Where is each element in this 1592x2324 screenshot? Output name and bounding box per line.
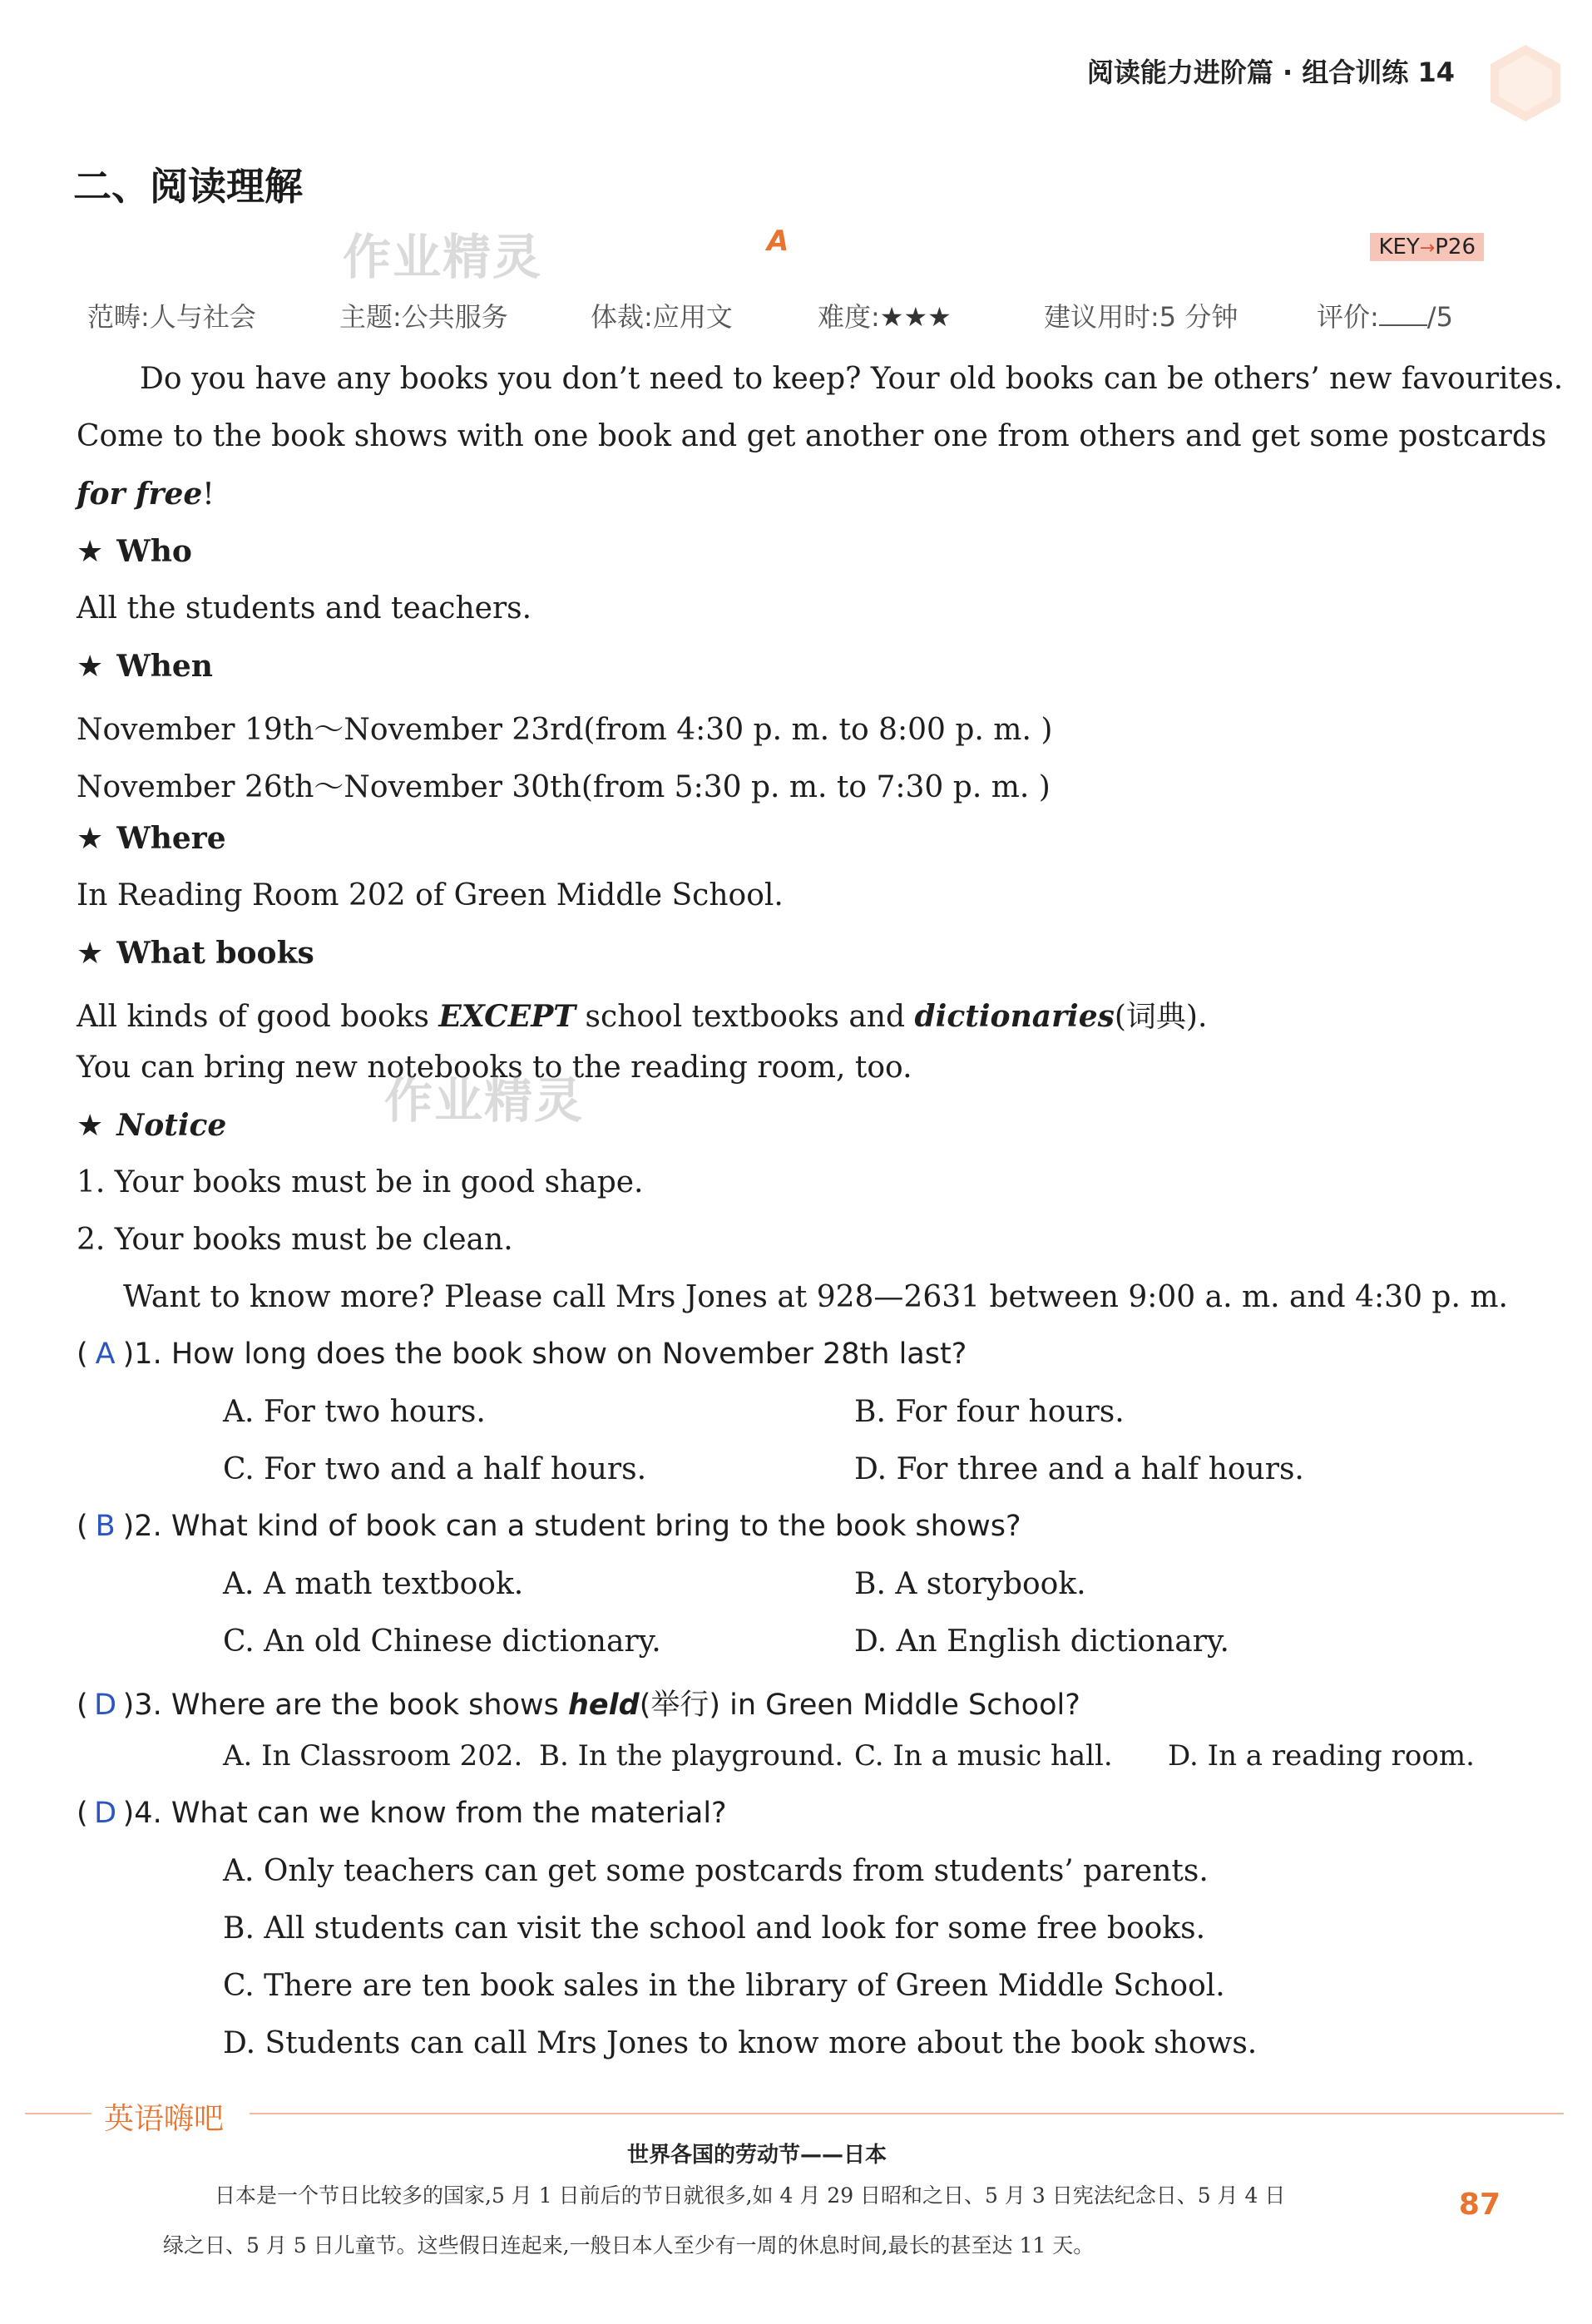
question-3-stem-a: )3. Where are the book shows — [122, 1689, 568, 1722]
option-2a: A. A math textbook. — [223, 1567, 524, 1601]
meta-difficulty — [818, 296, 952, 334]
question-3 — [77, 1682, 1080, 1723]
footer-divider-right — [250, 2113, 1564, 2114]
question-2 — [77, 1510, 1021, 1543]
when-line-1: November 19th～November 23rd(from 4:30 p. m. to 8:00 p. m. ) — [77, 713, 1053, 747]
question-2-stem: )2. What kind of book can a student bring to the book shows? — [122, 1510, 1021, 1543]
question-3-stem-c: (举行) in Green Middle School? — [639, 1689, 1080, 1722]
answer-key-badge — [1370, 233, 1484, 261]
option-3a: A. In Classroom 202. — [223, 1739, 523, 1773]
difficulty-label: 难度: — [818, 301, 880, 333]
star-icon: ★ — [77, 1109, 104, 1143]
notice-2: 2. Your books must be clean. — [77, 1223, 513, 1257]
option-2d: D. An English dictionary. — [854, 1624, 1229, 1659]
heading-what-books-text: What books — [116, 936, 314, 971]
score-total: /5 — [1426, 301, 1453, 333]
heading-who-text: Who — [116, 534, 192, 569]
books-text-e: (词典). — [1114, 1000, 1208, 1034]
option-3c: C. In a music hall. — [854, 1739, 1113, 1773]
option-4d: D. Students can call Mrs Jones to know more about the book shows. — [223, 2026, 1258, 2060]
arrow-right-icon: → — [1419, 238, 1436, 259]
footer-title: 世界各国的劳动节——日本 — [627, 2143, 887, 2168]
star-icon: ★ — [77, 822, 104, 856]
meta-time: 建议用时:5 分钟 — [1044, 301, 1238, 333]
where-text: In Reading Room 202 of Green Middle School. — [77, 878, 784, 912]
footer-label: 英语嗨吧 — [104, 2102, 225, 2136]
heading-what-books — [77, 936, 314, 971]
answer-1[interactable]: A — [95, 1338, 116, 1371]
hexagon-decoration-icon — [1484, 42, 1567, 125]
question-1-stem: )1. How long does the book show on November 28th last? — [122, 1338, 967, 1371]
option-1b: B. For four hours. — [854, 1395, 1125, 1429]
heading-who — [77, 534, 192, 569]
option-3d: D. In a reading room. — [1168, 1739, 1475, 1773]
difficulty-stars: ★★★ — [879, 301, 952, 333]
option-2b: B. A storybook. — [854, 1567, 1086, 1601]
answer-3[interactable]: D — [94, 1689, 117, 1722]
notice-1: 1. Your books must be in good shape. — [77, 1165, 644, 1199]
passage-intro-2: Come to the book shows with one book and get another one from others and get some postcards — [77, 419, 1547, 453]
page-header-title: 阅读能力进阶篇 · 组合训练 14 — [1086, 57, 1455, 88]
books-text-c: school textbooks and — [576, 1000, 915, 1034]
open-paren: ( — [77, 1510, 88, 1543]
footer-text-2: 绿之日、5 月 5 日儿童节。这些假日连起来,一般日本人至少有一周的休息时间,最长的甚至达 11 天。 — [163, 2233, 1095, 2257]
option-3b: B. In the playground. — [539, 1739, 844, 1773]
footer-divider-left — [25, 2113, 91, 2114]
when-line-2: November 26th～November 30th(from 5:30 p. m. to 7:30 p. m. ) — [77, 770, 1051, 804]
option-2c: C. An old Chinese dictionary. — [223, 1624, 661, 1659]
books-line-2: You can bring new notebooks to the reading room, too. — [77, 1051, 912, 1085]
books-line-1 — [77, 993, 1207, 1036]
dictionaries-emphasis: dictionaries — [914, 999, 1115, 1034]
section-title: 二、阅读理解 — [73, 164, 303, 209]
heading-notice — [77, 1108, 226, 1143]
star-icon: ★ — [77, 937, 104, 971]
who-text: All the students and teachers. — [77, 591, 532, 626]
meta-genre: 体裁:应用文 — [591, 301, 733, 333]
question-4-stem: )4. What can we know from the material? — [122, 1797, 727, 1830]
footer-text-1: 日本是一个节日比较多的国家,5 月 1 日前后的节日就很多,如 4 月 29 日昭和之日、5 月 3 日宪法纪念日、5 月 4 日 — [215, 2183, 1286, 2208]
score-blank[interactable] — [1379, 303, 1427, 326]
for-free-emphasis: for free — [77, 477, 203, 512]
held-emphasis: held — [567, 1689, 640, 1722]
answer-4[interactable]: D — [94, 1797, 117, 1830]
passage-intro-3 — [77, 477, 215, 512]
option-1d: D. For three and a half hours. — [854, 1452, 1304, 1486]
question-4 — [77, 1797, 727, 1830]
heading-where-text: Where — [116, 821, 226, 856]
meta-category: 范畴:人与社会 — [87, 301, 256, 333]
option-4b: B. All students can visit the school and look for some free books. — [223, 1911, 1206, 1946]
option-4c: C. There are ten book sales in the library of Green Middle School. — [223, 1969, 1225, 2003]
watermark: 作业精灵 — [343, 229, 543, 285]
heading-when-text: When — [116, 649, 213, 684]
heading-when — [77, 649, 213, 684]
star-icon: ★ — [77, 650, 104, 684]
option-4a: A. Only teachers can get some postcards from students’ parents. — [223, 1854, 1209, 1888]
heading-notice-text: Notice — [116, 1108, 227, 1143]
key-label: KEY — [1378, 235, 1420, 260]
meta-score — [1317, 296, 1453, 334]
key-page: P26 — [1435, 235, 1476, 260]
part-label: A — [767, 225, 789, 258]
star-icon: ★ — [77, 535, 104, 569]
page-number: 87 — [1458, 2188, 1501, 2222]
score-label: 评价: — [1317, 301, 1379, 333]
open-paren: ( — [77, 1689, 88, 1722]
heading-where — [77, 821, 226, 856]
question-1 — [77, 1338, 967, 1371]
passage-intro-1: Do you have any books you don’t need to keep? Your old books can be others’ new favourites. — [140, 362, 1564, 396]
option-1a: A. For two hours. — [223, 1395, 486, 1429]
open-paren: ( — [77, 1797, 88, 1830]
open-paren: ( — [77, 1338, 88, 1371]
watermark: 作业精灵 — [384, 1072, 585, 1129]
option-1c: C. For two and a half hours. — [223, 1452, 647, 1486]
meta-theme: 主题:公共服务 — [339, 301, 508, 333]
intro-end-punct: ! — [202, 477, 215, 512]
answer-2[interactable]: B — [95, 1510, 116, 1543]
books-text-a: All kinds of good books — [77, 1000, 439, 1034]
except-emphasis: EXCEPT — [438, 999, 576, 1034]
contact-info: Want to know more? Please call Mrs Jones at 928—2631 between 9:00 a. m. and 4:30 p. m. — [123, 1280, 1508, 1314]
